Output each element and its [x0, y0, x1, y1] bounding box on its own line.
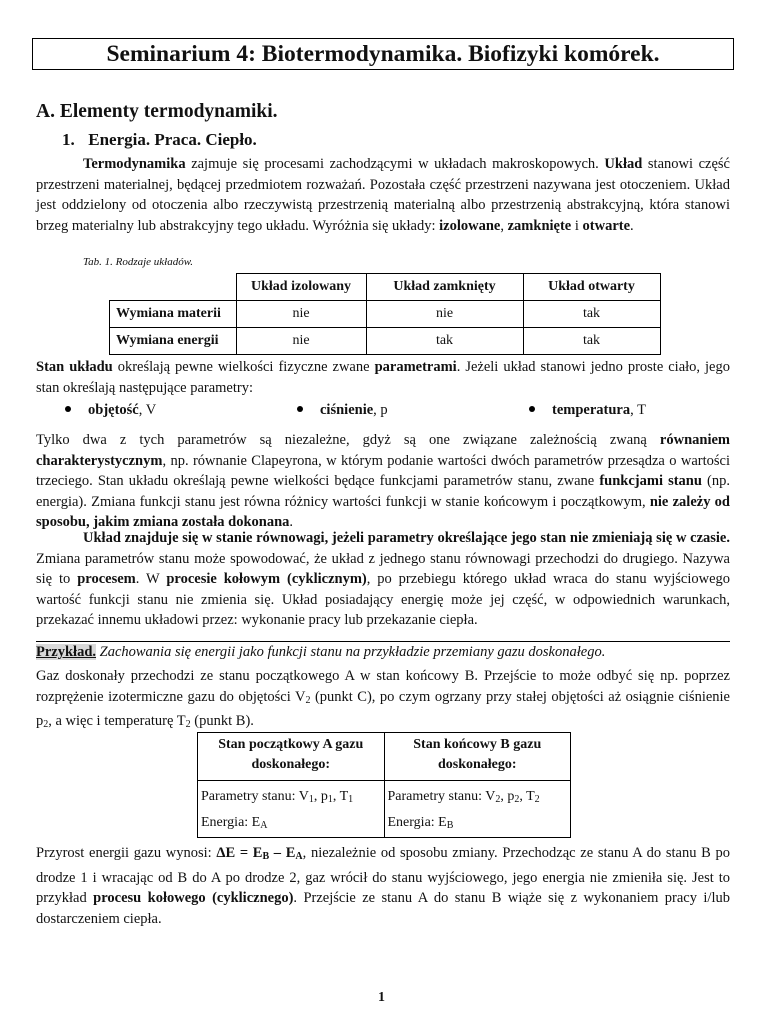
- table-row: [110, 328, 661, 355]
- table-cell: nie: [236, 301, 366, 328]
- table-cell: tak: [523, 328, 660, 355]
- energy-a: Energia: $E_A$: [201, 815, 268, 831]
- system-types-table: [109, 273, 661, 355]
- paragraph-ideal-gas: Gaz doskonały przechodzi ze stanu początkowego A w stan końcowy B. Przejście to może odbyć się np. poprzez rozprężenie izotermiczne gazu do objętości $V_2$ (punkt C), po czym ogrzany przy stałej objętości aż osiągnie ciśnienie $p_2$, a więc i temperaturę $T_2$ (punkt B).: [36, 668, 730, 731]
- page-title: Seminarium 4: Biotermodynamika. Biofizyki komórek.: [32, 38, 734, 70]
- bullet-icon: [65, 406, 71, 412]
- divider: [36, 641, 730, 642]
- page-number: 1: [378, 990, 385, 1005]
- table-caption: Tab. 1. Rodzaje układów.: [83, 256, 194, 268]
- gas-states-table: [197, 732, 571, 838]
- row-header: Wymiana energii: [110, 328, 237, 355]
- table-cell: tak: [523, 301, 660, 328]
- state-parameters-a: Parametry stanu: $V_1$, $p_1$, $T_1$: [201, 789, 354, 805]
- paragraph-equilibrium: Układ znajduje się w stanie równowagi, jeżeli parametry określające jego stan nie zmieniają się w czasie. Zmiana parametrów stanu może spowodować, że układ z jednego stanu równowagi przechodzi do drugiego. Nazywa się to procesem. W procesie kołowym (cyklicznym), po przebiegu którego układ wraca do stanu wyjściowego wartość funkcji stanu nie zmienia się. Układ posiadający energię może jej część, w odpowiednich warunkach, przekazać innemu układowi przez: wykonanie pracy lub przekazanie ciepła.: [36, 530, 731, 629]
- table-row: [110, 301, 661, 328]
- list-item: ciśnienie, p: [297, 402, 388, 419]
- example-heading: Przykład. Zachowania się energii jako funkcji stanu na przykładzie przemiany gazu doskonałego.: [36, 644, 606, 660]
- bullet-icon: [297, 406, 303, 412]
- paragraph-state-functions: Tylko dwa z tych parametrów są niezależne, gdyż są one związane zależnością zwaną równaniem charakterystycznym, np. równanie Clapeyrona, w którym podanie wartości dwóch parametrów przesądza o wartości trzeciego. Stan układu określają pewne wielkości będące funkcjami parametrów stanu, zwane funkcjami stanu (np. energia). Zmiana funkcji stanu jest równa różnicy wartości funkcji w stanie końcowym i początkowym, nie zależy od sposobu, jakim zmiana została dokonana.: [36, 432, 730, 531]
- subsection-number: 1.: [62, 130, 75, 149]
- column-header: Układ zamknięty: [366, 274, 523, 301]
- list-item: temperatura, T: [529, 402, 646, 419]
- bullet-icon: [529, 406, 535, 412]
- column-header: Stan początkowy A gazu doskonałego:: [198, 733, 385, 781]
- table-row: [198, 781, 571, 838]
- subsection-heading: [62, 130, 257, 150]
- section-heading: A. Elementy termodynamiki.: [36, 101, 278, 122]
- list-item: objętość, V: [65, 402, 156, 419]
- table-cell: [198, 781, 385, 838]
- state-parameters-b: Parametry stanu: $V_2$, $p_2$, $T_2$: [387, 789, 540, 805]
- paragraph-state: Stan układu określają pewne wielkości fizyczne zwane parametrami. Jeżeli układ stanowi jedno proste ciało, jego stan określają następujące parametry:: [36, 359, 730, 396]
- column-header: Układ izolowany: [236, 274, 366, 301]
- example-tag: Przykład.: [36, 644, 97, 660]
- energy-b: Energia: $E_B$: [387, 815, 454, 831]
- table-cell: tak: [366, 328, 523, 355]
- table-cell: nie: [366, 301, 523, 328]
- subsection-label: Energia. Praca. Ciepło.: [88, 130, 257, 149]
- table-cell: [384, 781, 571, 838]
- row-header: Wymiana materii: [110, 301, 237, 328]
- column-header: Układ otwarty: [523, 274, 660, 301]
- column-header: Stan końcowy B gazu doskonałego:: [384, 733, 571, 781]
- table-cell: nie: [236, 328, 366, 355]
- paragraph-energy-increase: Przyrost energii gazu wynosi: $\Delta E = E_B - E_A$, niezależnie od sposobu zmiany. Przechodząc ze stanu A do stanu B po drodze 1 i wracając od B do A po drodze 2, gaz wrócił do stanu wyjściowego, jego energia nie zmieniła się. Jest to przykład procesu kołowego (cyklicznego). Przejście ze stanu A do stanu B wiąże się z wykonaniem pracy i/lub dostarczeniem ciepła.: [36, 845, 731, 927]
- paragraph-thermodynamics: Termodynamika zajmuje się procesami zachodzącymi w układach makroskopowych. Układ stanowi część przestrzeni materialnej, będącej przedmiotem rozważań. Pozostała część przestrzeni nazywana jest otoczeniem. Układ jest oddzielony od otoczenia albo rzeczywistą przestrzenią materialną albo przestrzenią abstrakcyjną, która stanowi brzeg materialny lub abstrakcyjny tego układu. Wyróżnia się układy: izolowane, zamknięte i otwarte.: [36, 156, 730, 234]
